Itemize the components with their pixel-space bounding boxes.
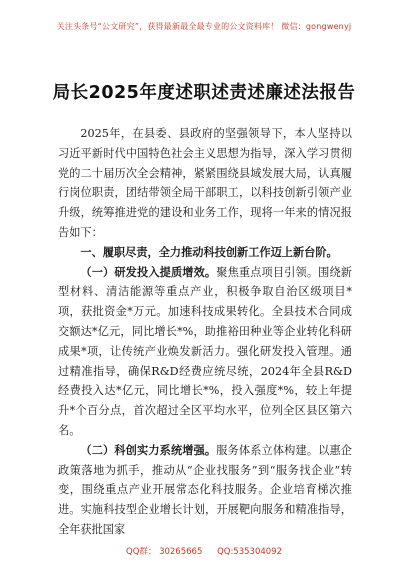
section-heading-1: 一、履职尽责，全力推动科技创新工作迈上新台阶。 <box>80 244 338 259</box>
subsection-1-label: （一）研发投入提质增效。 <box>80 264 217 279</box>
document-title: 局长2025年度述职述责述廉述法报告 <box>52 83 356 103</box>
subsection-2-text: 服务体系立体构建。以惠企政策落地为抓手，推动从“企业找服务”到“服务找企业”转变，围绕重点产业开展常态化科技服务。企业培育梯次推进。实施科技型企业增长计划，开展靶向服务和精准指导，全年获批国家 <box>58 443 352 536</box>
subsection-2-label: （二）科创实力系统增强。 <box>80 442 217 457</box>
header-note: 关注头条号“公文研究”，获得最新最全最专业的公文资料库！ 微信：gongwenyj <box>56 22 352 31</box>
subsection-1-paragraph <box>58 263 352 441</box>
footer-qq-group: QQ群： 30265665 <box>126 547 203 557</box>
intro-paragraph: 2025年，在县委、县政府的坚强领导下，本人坚持以习近平新时代中国特色社会主义思想为指导，深入学习贯彻党的二十届历次全会精神，紧紧围绕县域发展大局，认真履行岗位职责，团结带领全局干部职工，以科技创新引领产业升级，统筹推进党的建设和业务工作，现将一年来的情况报告如下： <box>58 127 352 239</box>
subsection-2-paragraph <box>58 441 352 540</box>
footer-qq: QQ:535304092 <box>217 547 282 557</box>
subsection-1-text: 聚焦重点项目引领。围绕新型材料、清洁能源等重点产业，积极争取自治区级项目*项，获批资金*万元。加速科技成果转化。全县技术合同成交额达*亿元，同比增长*%，助推裕田种业等企业转化科研成果*项，让传统产业焕发新活力。强化研发投入管理。通过精准指导，确保R&D经费应统尽统，2024年全县R&D经费投入达*亿元，同比增长*%，投入强度*%，较上年提升*个百分点，首次超过全区平均水平，位列全区县区第六名。 <box>58 265 352 437</box>
footer <box>0 545 408 557</box>
document-body <box>58 124 352 540</box>
